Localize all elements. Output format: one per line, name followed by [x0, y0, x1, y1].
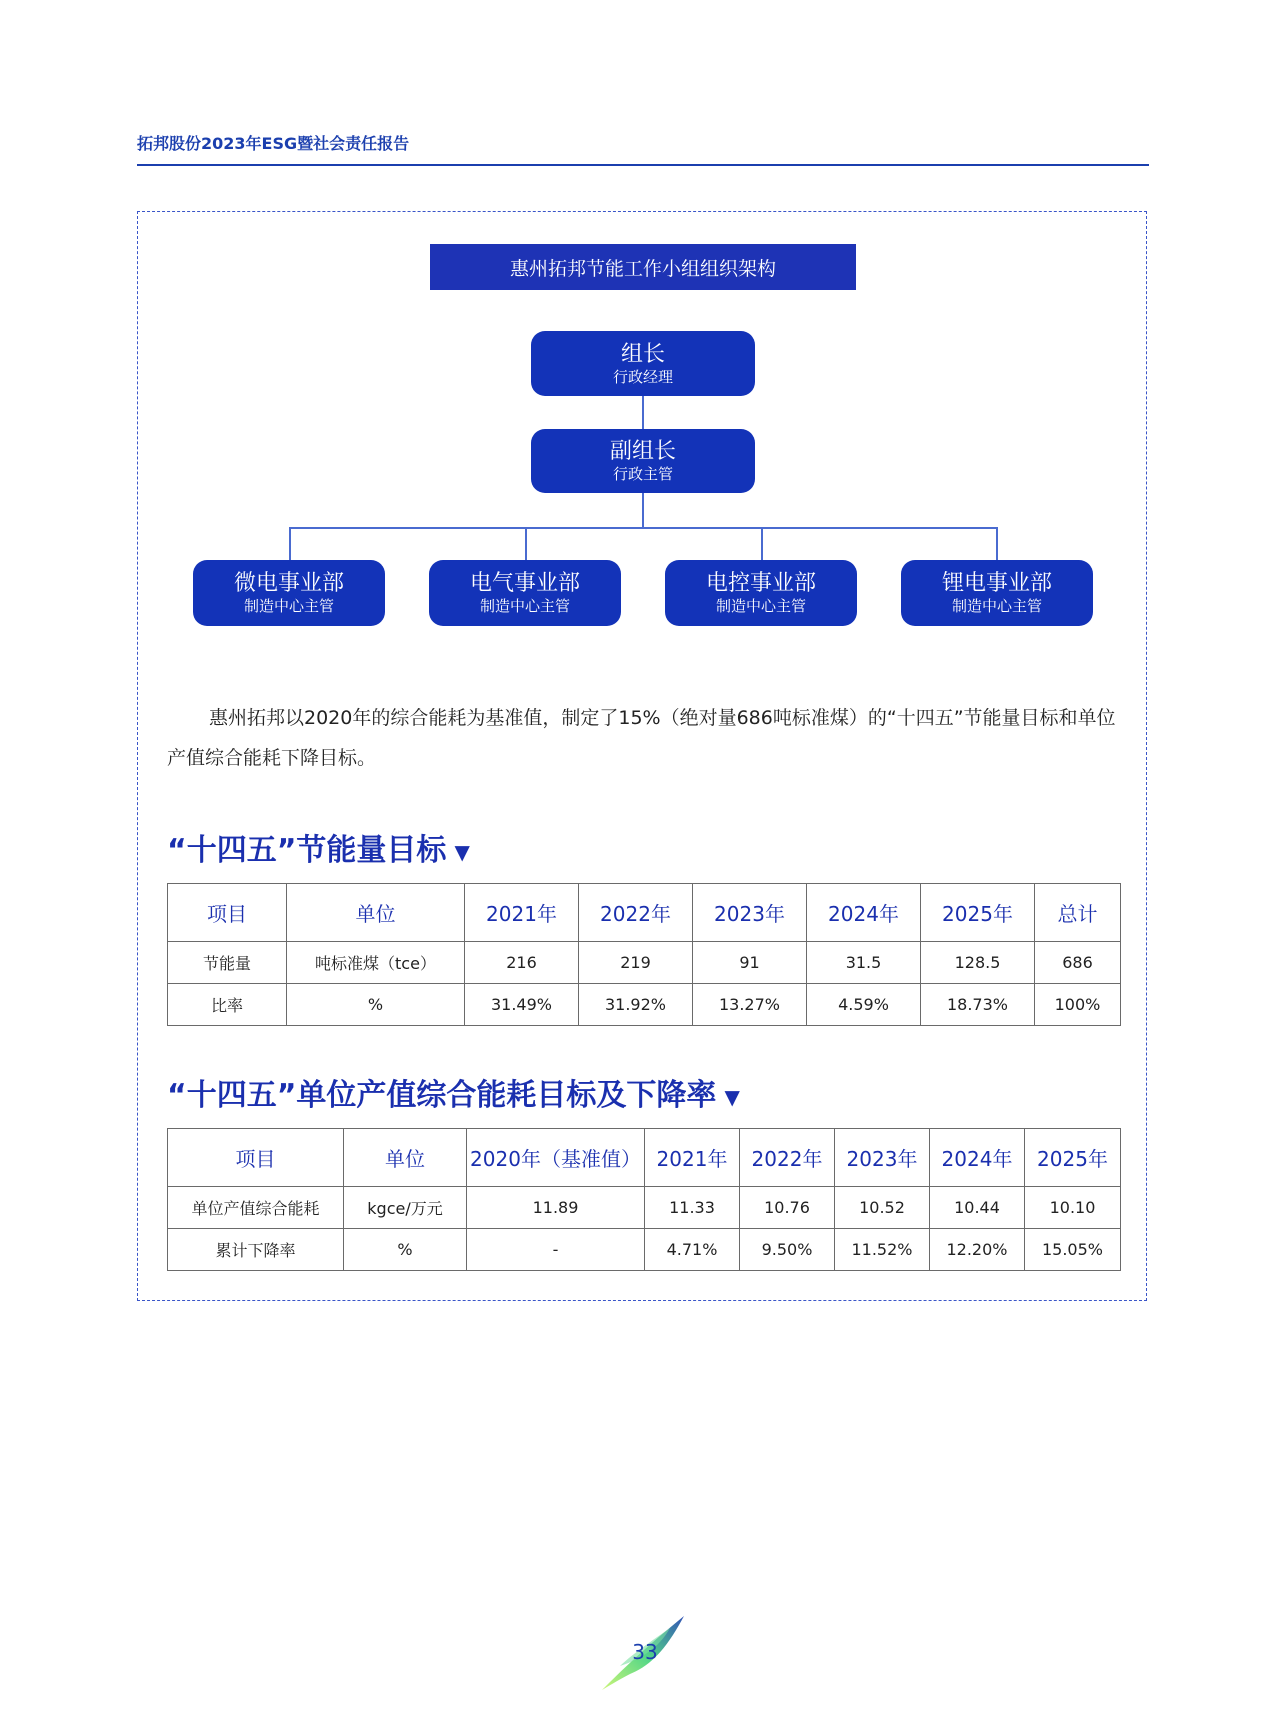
table-cell: 累计下降率 — [168, 1229, 344, 1271]
header-cell: 2023年 — [693, 884, 807, 942]
header-cell: 2020年（基准值） — [467, 1129, 645, 1187]
table-cell: 12.20% — [930, 1229, 1025, 1271]
connector-line — [289, 527, 997, 529]
connector-line — [289, 527, 291, 560]
table-cell: 219 — [579, 942, 693, 984]
header-cell: 项目 — [168, 1129, 344, 1187]
connector-line — [642, 396, 644, 429]
node-title: 制造中心主管 — [951, 597, 1042, 615]
node-role: 电气事业部 — [469, 571, 580, 596]
section-title-energy-intensity — [167, 1070, 740, 1114]
table-cell: 216 — [465, 942, 579, 984]
table-header-row — [168, 884, 1121, 942]
report-title: 拓邦股份2023年ESG暨社会责任报告 — [137, 134, 410, 153]
table-cell: 10.44 — [930, 1187, 1025, 1229]
table-cell: 吨标准煤（tce） — [287, 942, 465, 984]
table-cell: 31.49% — [465, 984, 579, 1026]
table-cell: % — [344, 1229, 467, 1271]
node-title: 行政经理 — [612, 367, 673, 386]
header-cell: 2025年 — [1025, 1129, 1121, 1187]
node-title: 行政主管 — [612, 465, 673, 483]
table-row — [168, 1187, 1121, 1229]
triangle-down-icon: ▼ — [724, 1084, 740, 1109]
org-node-leader — [531, 331, 755, 396]
connector-line — [525, 527, 527, 560]
node-role: 电控事业部 — [705, 571, 816, 596]
header-cell: 2021年 — [465, 884, 579, 942]
header-cell: 2024年 — [807, 884, 921, 942]
header-divider — [137, 164, 1149, 166]
table-cell: 11.33 — [645, 1187, 740, 1229]
table-cell: 31.5 — [807, 942, 921, 984]
node-title: 制造中心主管 — [715, 597, 806, 615]
org-node-deputy — [531, 429, 755, 493]
table-cell: 13.27% — [693, 984, 807, 1026]
section-title-text: “十四五”单位产值综合能耗目标及下降率 — [167, 1078, 717, 1113]
table-cell: 128.5 — [921, 942, 1035, 984]
section-title-energy-saving — [167, 825, 470, 869]
triangle-down-icon: ▼ — [454, 839, 470, 864]
table-cell: 节能量 — [168, 942, 287, 984]
header-cell: 单位 — [287, 884, 465, 942]
table-row — [168, 984, 1121, 1026]
header-cell: 2022年 — [579, 884, 693, 942]
connector-line — [996, 527, 998, 560]
page-footer — [600, 1612, 690, 1692]
org-node-department — [429, 560, 621, 626]
table-cell: 11.89 — [467, 1187, 645, 1229]
header-cell: 总计 — [1035, 884, 1121, 942]
connector-line — [761, 527, 763, 560]
table-cell: % — [287, 984, 465, 1026]
table-cell: 10.10 — [1025, 1187, 1121, 1229]
table-cell: 11.52% — [835, 1229, 930, 1271]
table-row — [168, 942, 1121, 984]
table-cell: - — [467, 1229, 645, 1271]
node-role: 锂电事业部 — [941, 571, 1052, 596]
table-cell: 单位产值综合能耗 — [168, 1187, 344, 1229]
node-title: 制造中心主管 — [243, 597, 334, 615]
header-cell: 2022年 — [740, 1129, 835, 1187]
header-cell: 2024年 — [930, 1129, 1025, 1187]
body-paragraph: 惠州拓邦以2020年的综合能耗为基准值，制定了15%（绝对量686吨标准煤）的“十四五”节能量目标和单位产值综合能耗下降目标。 — [167, 707, 1116, 769]
table-cell: 91 — [693, 942, 807, 984]
node-title: 制造中心主管 — [479, 597, 570, 615]
table-cell: 686 — [1035, 942, 1121, 984]
header-cell: 2025年 — [921, 884, 1035, 942]
table-cell: 31.92% — [579, 984, 693, 1026]
node-role: 微电事业部 — [233, 571, 344, 596]
table-cell: 10.76 — [740, 1187, 835, 1229]
table-cell: 15.05% — [1025, 1229, 1121, 1271]
node-role: 组长 — [620, 341, 665, 367]
energy-saving-table — [167, 883, 1121, 1026]
table-cell: kgce/万元 — [344, 1187, 467, 1229]
org-node-department — [193, 560, 385, 626]
table-cell: 10.52 — [835, 1187, 930, 1229]
table-cell: 比率 — [168, 984, 287, 1026]
table-cell: 9.50% — [740, 1229, 835, 1271]
header-cell: 2021年 — [645, 1129, 740, 1187]
header-cell: 单位 — [344, 1129, 467, 1187]
page-number: 33 — [632, 1640, 658, 1664]
table-row — [168, 1229, 1121, 1271]
header-cell: 项目 — [168, 884, 287, 942]
org-chart-title: 惠州拓邦节能工作小组组织架构 — [430, 244, 856, 290]
node-role: 副组长 — [609, 439, 676, 464]
table-header-row — [168, 1129, 1121, 1187]
org-node-department — [665, 560, 857, 626]
section-title-text: “十四五”节能量目标 — [167, 833, 447, 868]
connector-line — [642, 493, 644, 527]
table-cell: 100% — [1035, 984, 1121, 1026]
org-node-department — [901, 560, 1093, 626]
table-cell: 4.59% — [807, 984, 921, 1026]
energy-intensity-table — [167, 1128, 1121, 1271]
header-cell: 2023年 — [835, 1129, 930, 1187]
table-cell: 18.73% — [921, 984, 1035, 1026]
table-cell: 4.71% — [645, 1229, 740, 1271]
